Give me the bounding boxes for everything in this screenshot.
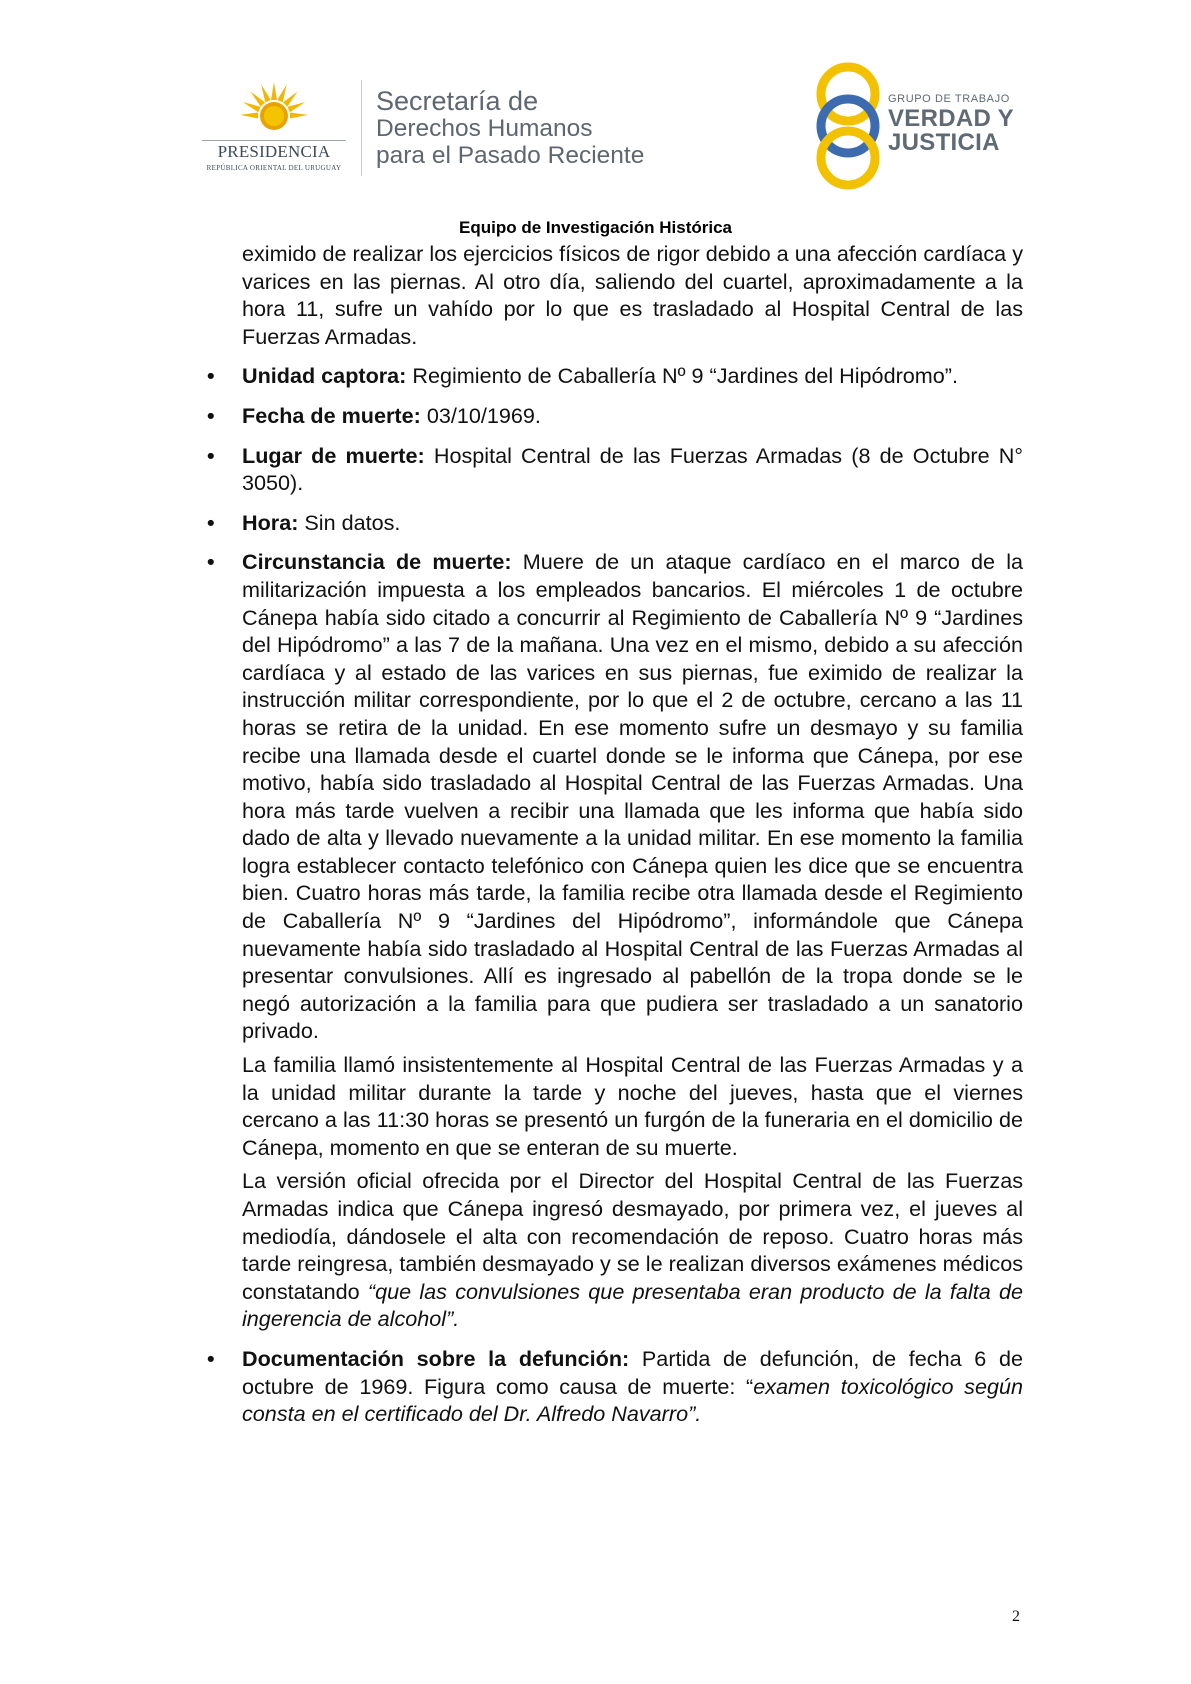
item-label: Fecha de muerte: bbox=[242, 402, 421, 428]
item-circunstancia-muerte bbox=[207, 548, 1023, 1333]
presidencia-subtitle: REPÚBLICA ORIENTAL DEL URUGUAY bbox=[206, 164, 342, 172]
paragraph-3-quote: “que las convulsiones que presentaba eran producto de la falta de ingerencia de alcohol”. bbox=[242, 1278, 1023, 1332]
verdad-justicia-logo bbox=[808, 60, 1058, 190]
secretaria-line-3: para el Pasado Reciente bbox=[376, 142, 645, 169]
item-hora bbox=[207, 509, 1023, 537]
item-text: Hospital Central de las Fuerzas Armadas (8 de Octubre N° 3050). bbox=[242, 442, 1023, 496]
bullet: • bbox=[207, 402, 215, 428]
item-label: Documentación sobre la defunción: bbox=[242, 1345, 630, 1371]
team-title: Equipo de Investigación Histórica bbox=[459, 218, 732, 237]
item-text: Muere de un ataque cardíaco en el marco de la militarización impuesta a los empleados bancarios. El miércoles 1 de octubre Cánepa había sido citado a concurrir al Regimiento de Caballería Nº 9 “Jardines del Hipódromo” a las 7 de la mañana. Una vez en el mismo, debido a su afección cardíaca y al estado de las varices en sus piernas, fue eximido de realizar la instrucción militar correspondiente, por lo que el 2 de octubre, cercano a las 11 horas se retira de la unidad. En ese momento sufre un desmayo y su familia recibe una llamada desde el cuartel donde se le informa que Cánepa, por ese motivo, había sido trasladado al Hospital Central de las Fuerzas Armadas. Una hora más tarde vuelven a recibir una llamada que les informa que había sido dado de alta y llevado nuevamente a la unidad militar. En ese momento la familia logra establecer contacto telefónico con Cánepa quien les dice que se encuentra bien. Cuatro horas más tarde, la familia recibe otra llamada desde el Regimiento de Caballería Nº 9 “Jardines del Hipódromo”, informándole que Cánepa nuevamente había sido trasladado al Hospital Central de las Fuerzas Armadas al presentar convulsiones. Allí es ingresado al pabellón de la tropa donde se le negó autorización a la familia para que pudiera ser trasladado a un sanatorio privado. bbox=[242, 549, 1023, 1044]
item-label: Lugar de muerte: bbox=[242, 442, 425, 468]
linked-rings-icon bbox=[808, 60, 888, 190]
item-fecha-muerte bbox=[207, 402, 1023, 430]
page-header bbox=[0, 0, 1191, 215]
grupo-name-line-2: JUSTICIA bbox=[888, 129, 1000, 156]
bullet: • bbox=[207, 509, 215, 535]
secretaria-line-2: Derechos Humanos bbox=[376, 115, 593, 142]
grupo-name-line-1: VERDAD Y bbox=[888, 105, 1014, 132]
bullet: • bbox=[207, 363, 215, 389]
item-label: Circunstancia de muerte: bbox=[242, 549, 512, 575]
item-documentacion-defuncion bbox=[207, 1345, 1023, 1428]
grupo-label: GRUPO DE TRABAJO bbox=[888, 93, 1010, 105]
item-text: 03/10/1969. bbox=[426, 402, 541, 428]
item-label: Unidad captora: bbox=[242, 363, 407, 389]
secretaria-logo-text bbox=[376, 88, 644, 169]
item-quote: examen toxicológico según consta en el certificado del Dr. Alfredo Navarro”. bbox=[242, 1373, 1023, 1427]
item-label: Hora: bbox=[242, 509, 299, 535]
item-text: Sin datos. bbox=[304, 509, 401, 535]
document-body bbox=[207, 240, 1023, 1428]
paragraph-3-text: La versión oficial ofrecida por el Director del Hospital Central de las Fuerzas Armadas indica que Cánepa ingresó desmayado, por primera vez, el jueves al mediodía, dándosele el alta con recomendación de reposo. Cuatro horas más tarde reingresa, también desmayado y se le realizan diversos exámenes médicos constatando bbox=[242, 1168, 1023, 1304]
presidencia-name: PRESIDENCIA bbox=[217, 142, 331, 161]
item-unidad-captora bbox=[207, 362, 1023, 390]
item-text: Regimiento de Caballería Nº 9 “Jardines del Hipódromo”. bbox=[412, 363, 958, 389]
presidencia-logo bbox=[196, 80, 352, 175]
intro-paragraph: eximido de realizar los ejercicios físicos de rigor debido a una afección cardíaca y varices en las piernas. Al otro día, saliendo del cuartel, aproximadamente a la hora 11, sufre un vahído por lo que es trasladado al Hospital Central de las Fuerzas Armadas. bbox=[242, 241, 1023, 349]
grupo-name bbox=[888, 107, 1014, 155]
item-lugar-muerte bbox=[207, 442, 1023, 497]
header-divider bbox=[361, 80, 362, 176]
secretaria-line-1: Secretaría de bbox=[376, 86, 539, 116]
page-number: 2 bbox=[1012, 1608, 1020, 1625]
sun-emblem-icon bbox=[234, 80, 314, 136]
bullet: • bbox=[207, 442, 215, 468]
circunstancia-paragraph-2: La familia llamó insistentemente al Hospital Central de las Fuerzas Armadas y a la unidad militar durante la tarde y noche del jueves, hasta que el viernes cercano a las 11:30 horas se presentó un furgón de la funeraria en el domicilio de Cánepa, momento en que se enteran de su muerte. bbox=[242, 1052, 1023, 1160]
item-text: Partida de defunción, de fecha 6 de octubre de 1969. Figura como causa de muerte: “ bbox=[242, 1345, 1023, 1399]
bullet: • bbox=[207, 1345, 215, 1371]
presidencia-rule bbox=[202, 140, 346, 141]
bullet: • bbox=[207, 549, 215, 575]
circunstancia-paragraph-3 bbox=[242, 1167, 1023, 1333]
